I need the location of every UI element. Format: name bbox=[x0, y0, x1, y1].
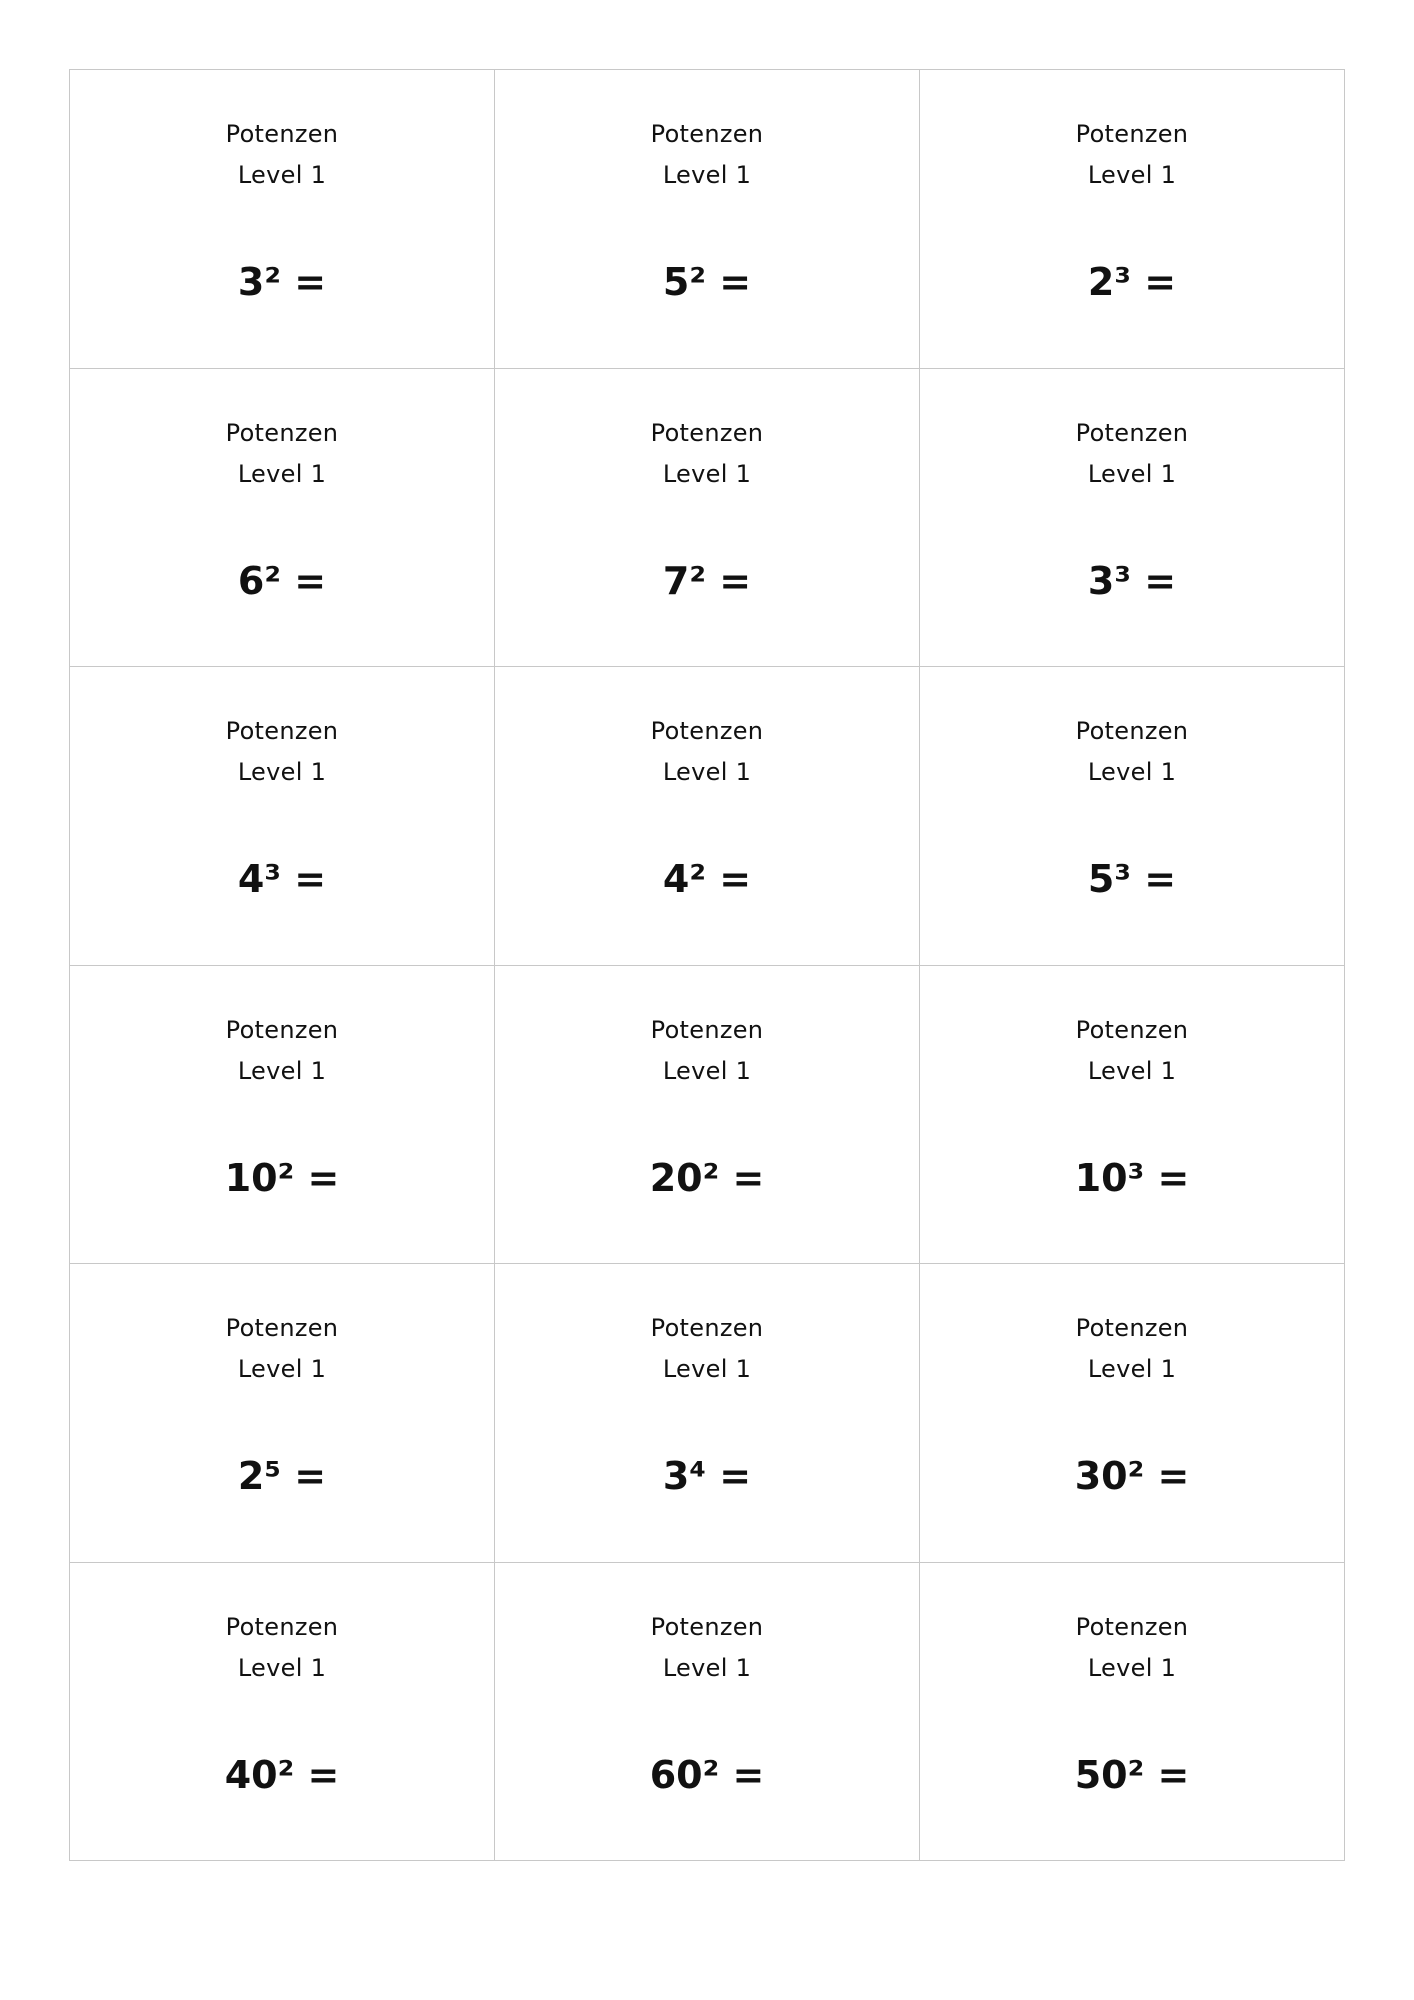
flashcard bbox=[70, 667, 495, 966]
card-level: Level 1 bbox=[662, 758, 752, 786]
card-task: 3⁴ = bbox=[662, 1454, 752, 1498]
card-topic: Potenzen bbox=[650, 418, 764, 447]
card-topic: Potenzen bbox=[1075, 1314, 1189, 1342]
card-level: Level 1 bbox=[662, 1653, 752, 1682]
card-topic: Potenzen bbox=[225, 1015, 339, 1044]
card-topic: Potenzen bbox=[225, 418, 339, 447]
card-task: 20² = bbox=[649, 1155, 765, 1200]
card-task: 2³ = bbox=[1087, 260, 1177, 304]
card-task: 3² = bbox=[237, 260, 327, 304]
flashcard bbox=[495, 966, 920, 1265]
card-level: Level 1 bbox=[237, 758, 327, 786]
flashcard bbox=[920, 966, 1345, 1265]
card-level: Level 1 bbox=[1087, 1653, 1177, 1682]
flashcard bbox=[70, 1264, 495, 1563]
card-task: 7² = bbox=[662, 558, 752, 603]
card-level: Level 1 bbox=[1087, 1355, 1177, 1383]
card-topic: Potenzen bbox=[225, 1612, 339, 1641]
card-task: 5³ = bbox=[1087, 857, 1177, 901]
card-level: Level 1 bbox=[662, 1355, 752, 1383]
flashcard bbox=[495, 70, 920, 369]
card-task: 30² = bbox=[1074, 1454, 1190, 1498]
flashcard bbox=[70, 70, 495, 369]
card-task: 4² = bbox=[662, 857, 752, 901]
card-level: Level 1 bbox=[1087, 161, 1177, 189]
card-topic: Potenzen bbox=[1075, 717, 1189, 745]
card-task: 10³ = bbox=[1074, 1155, 1190, 1200]
card-topic: Potenzen bbox=[650, 1015, 764, 1044]
flashcard bbox=[920, 369, 1345, 668]
flashcard bbox=[920, 667, 1345, 966]
card-level: Level 1 bbox=[237, 1653, 327, 1682]
flashcard bbox=[70, 1563, 495, 1862]
card-level: Level 1 bbox=[1087, 459, 1177, 488]
flashcard bbox=[495, 1264, 920, 1563]
card-level: Level 1 bbox=[237, 1056, 327, 1085]
flashcard bbox=[495, 667, 920, 966]
card-task: 50² = bbox=[1074, 1752, 1190, 1797]
flashcard bbox=[920, 1264, 1345, 1563]
card-topic: Potenzen bbox=[225, 120, 339, 148]
card-level: Level 1 bbox=[237, 161, 327, 189]
card-topic: Potenzen bbox=[1075, 1612, 1189, 1641]
flashcard bbox=[70, 966, 495, 1265]
card-task: 3³ = bbox=[1087, 558, 1177, 603]
card-task: 6² = bbox=[237, 558, 327, 603]
card-topic: Potenzen bbox=[650, 120, 764, 148]
card-level: Level 1 bbox=[237, 459, 327, 488]
card-task: 5² = bbox=[662, 260, 752, 304]
card-task: 10² = bbox=[224, 1155, 340, 1200]
card-topic: Potenzen bbox=[1075, 418, 1189, 447]
flashcard bbox=[495, 369, 920, 668]
flashcard-sheet bbox=[69, 69, 1345, 1861]
card-topic: Potenzen bbox=[225, 1314, 339, 1342]
flashcard bbox=[920, 70, 1345, 369]
flashcard bbox=[920, 1563, 1345, 1862]
card-level: Level 1 bbox=[237, 1355, 327, 1383]
card-task: 40² = bbox=[224, 1752, 340, 1797]
card-level: Level 1 bbox=[662, 161, 752, 189]
card-task: 60² = bbox=[649, 1752, 765, 1797]
flashcard bbox=[70, 369, 495, 668]
card-topic: Potenzen bbox=[1075, 120, 1189, 148]
card-topic: Potenzen bbox=[650, 1314, 764, 1342]
card-task: 4³ = bbox=[237, 857, 327, 901]
flashcard bbox=[495, 1563, 920, 1862]
card-level: Level 1 bbox=[662, 1056, 752, 1085]
card-task: 2⁵ = bbox=[237, 1454, 327, 1498]
card-topic: Potenzen bbox=[650, 717, 764, 745]
card-level: Level 1 bbox=[1087, 1056, 1177, 1085]
card-topic: Potenzen bbox=[650, 1612, 764, 1641]
card-level: Level 1 bbox=[1087, 758, 1177, 786]
card-topic: Potenzen bbox=[1075, 1015, 1189, 1044]
card-topic: Potenzen bbox=[225, 717, 339, 745]
card-level: Level 1 bbox=[662, 459, 752, 488]
